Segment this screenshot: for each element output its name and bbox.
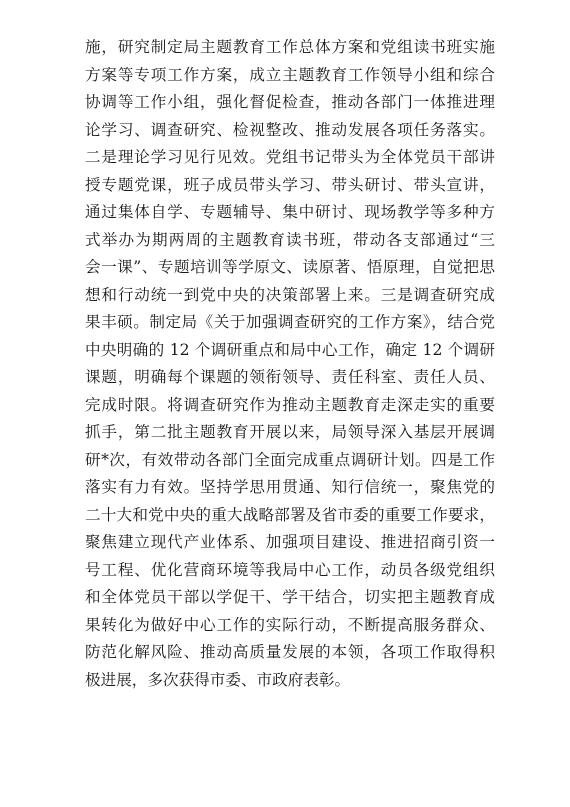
text-line: 二是理论学习见行见效。党组书记带头为全体党员干部讲 <box>85 148 495 166</box>
text-line: 授专题党课，班子成员带头学习、带头研讨、带头宣讲， <box>85 175 495 194</box>
text-line: 号工程、优化营商环境等我局中心工作，动员各级党组织 <box>85 560 495 579</box>
text-line: 通过集体自学、专题辅导、集中研讨、现场教学等多种方 <box>85 203 495 221</box>
text-line: 果丰硕。制定局《关于加强调查研究的工作方案》，结合党 <box>85 313 495 331</box>
text-line: 论学习、调查研究、检视整改、推动发展各项任务落实。 <box>85 120 495 139</box>
text-line: 和全体党员干部以学促干、学干结合，切实把主题教育成 <box>85 588 495 606</box>
body-paragraph <box>85 34 495 694</box>
text-line: 式举办为期两周的主题教育读书班，带动各支部通过“三 <box>85 230 495 249</box>
text-line: 施，研究制定局主题教育工作总体方案和党组读书班实施 <box>85 38 495 56</box>
text-line: 课题，明确每个课题的领衔领导、责任科室、责任人员、 <box>85 368 495 386</box>
text-line: 极进展，多次获得市委、市政府表彰。 <box>85 670 351 689</box>
text-line: 落实有力有效。坚持学思用贯通、知行信统一，聚焦党的 <box>85 478 495 496</box>
text-line: 方案等专项工作方案，成立主题教育工作领导小组和综合 <box>85 65 495 84</box>
text-line: 会一课”、专题培训等学原文、读原著、悟原理，自觉把思 <box>85 258 495 276</box>
text-line: 果转化为做好中心工作的实际行动，不断提高服务群众、 <box>85 615 495 634</box>
text-line: 协调等工作小组，强化督促检查，推动各部门一体推进理 <box>85 93 495 111</box>
text-line: 二十大和党中央的重大战略部署及省市委的重要工作要求， <box>85 505 495 524</box>
text-line: 完成时限。将调查研究作为推动主题教育走深走实的重要 <box>85 395 495 414</box>
text-line: 中央明确的 12 个调研重点和局中心工作，确定 12 个调研 <box>85 340 495 359</box>
text-line: 抓手，第二批主题教育开展以来，局领导深入基层开展调 <box>85 423 495 441</box>
text-line: 聚焦建立现代产业体系、加强项目建设、推进招商引资一 <box>85 533 495 551</box>
text-line: 研*次，有效带动各部门全面完成重点调研计划。四是工作 <box>85 450 495 469</box>
text-line: 想和行动统一到党中央的决策部署上来。三是调查研究成 <box>85 285 495 304</box>
text-line: 防范化解风险、推动高质量发展的本领，各项工作取得积 <box>85 643 495 661</box>
